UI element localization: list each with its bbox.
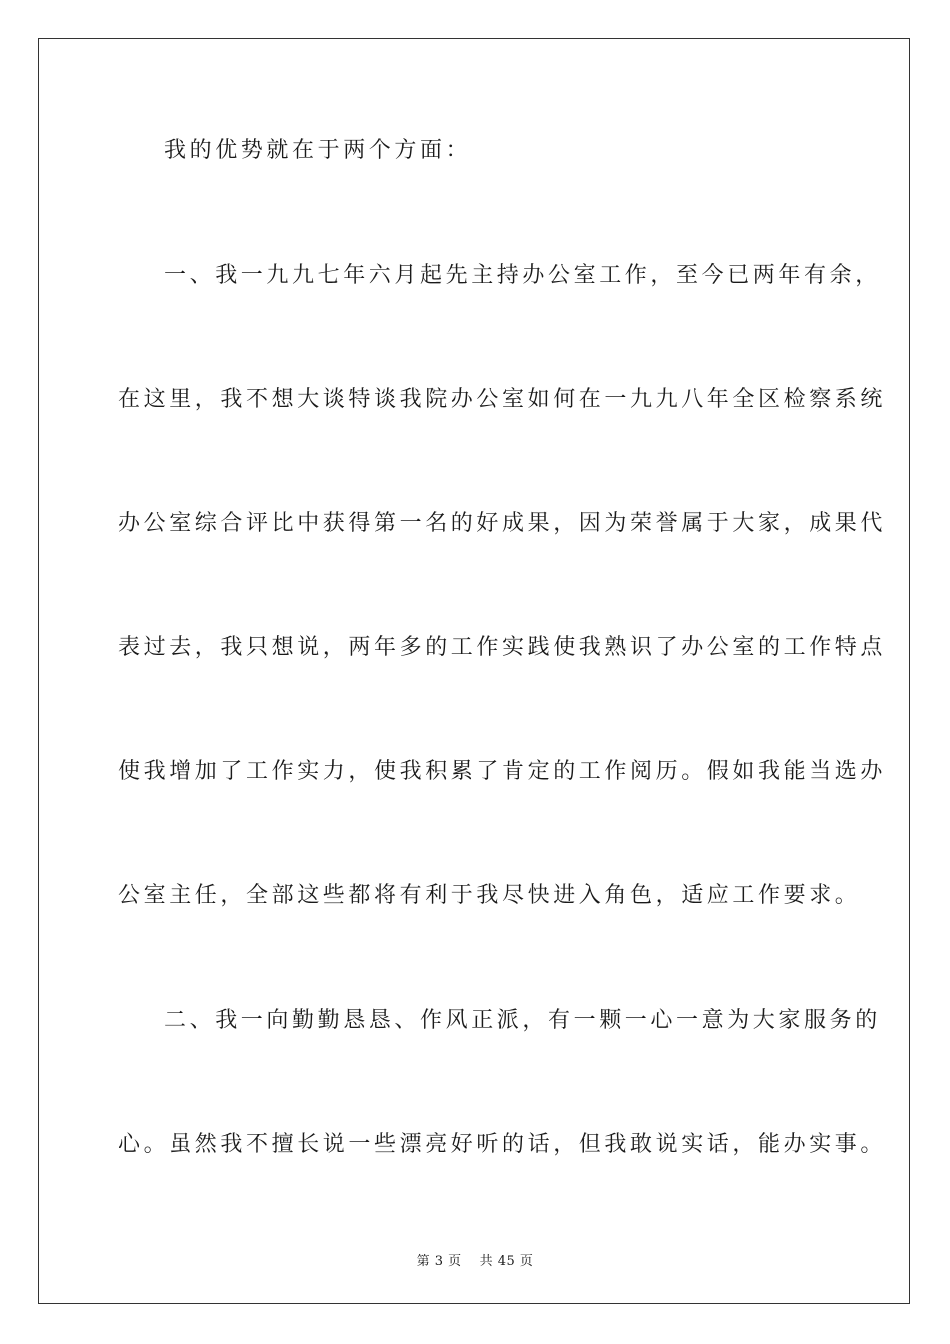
page-number: 第 3 页 [416,1254,462,1269]
paragraph-one-line-2: 在这里，我不想大谈特谈我院办公室如何在一九九八年全区检察系统 [118,387,887,412]
paragraph-two-line-2: 心。虽然我不擅长说一些漂亮好听的话，但我敢说实话，能办实事。 [118,1132,887,1157]
page-border [38,38,910,1304]
paragraph-one-line-6: 公室主任，全部这些都将有利于我尽快进入角色，适应工作要求。 [118,883,861,908]
page-total: 共 45 页 [479,1254,534,1269]
paragraph-intro-line: 我的优势就在于两个方面： [164,138,472,163]
paragraph-one-line-1: 一、我一九九七年六月起先主持办公室工作，至今已两年有余， [164,263,881,288]
paragraph-one-line-4: 表过去，我只想说，两年多的工作实践使我熟识了办公室的工作特点 [118,635,887,660]
paragraph-one-line-5: 使我增加了工作实力，使我积累了肯定的工作阅历。假如我能当选办 [118,759,887,784]
paragraph-one-line-3: 办公室综合评比中获得第一名的好成果，因为荣誉属于大家，成果代 [118,511,887,536]
paragraph-two-line-1: 二、我一向勤勤恳恳、作风正派，有一颗一心一意为大家服务的 [164,1008,881,1033]
page-footer [0,1250,950,1269]
